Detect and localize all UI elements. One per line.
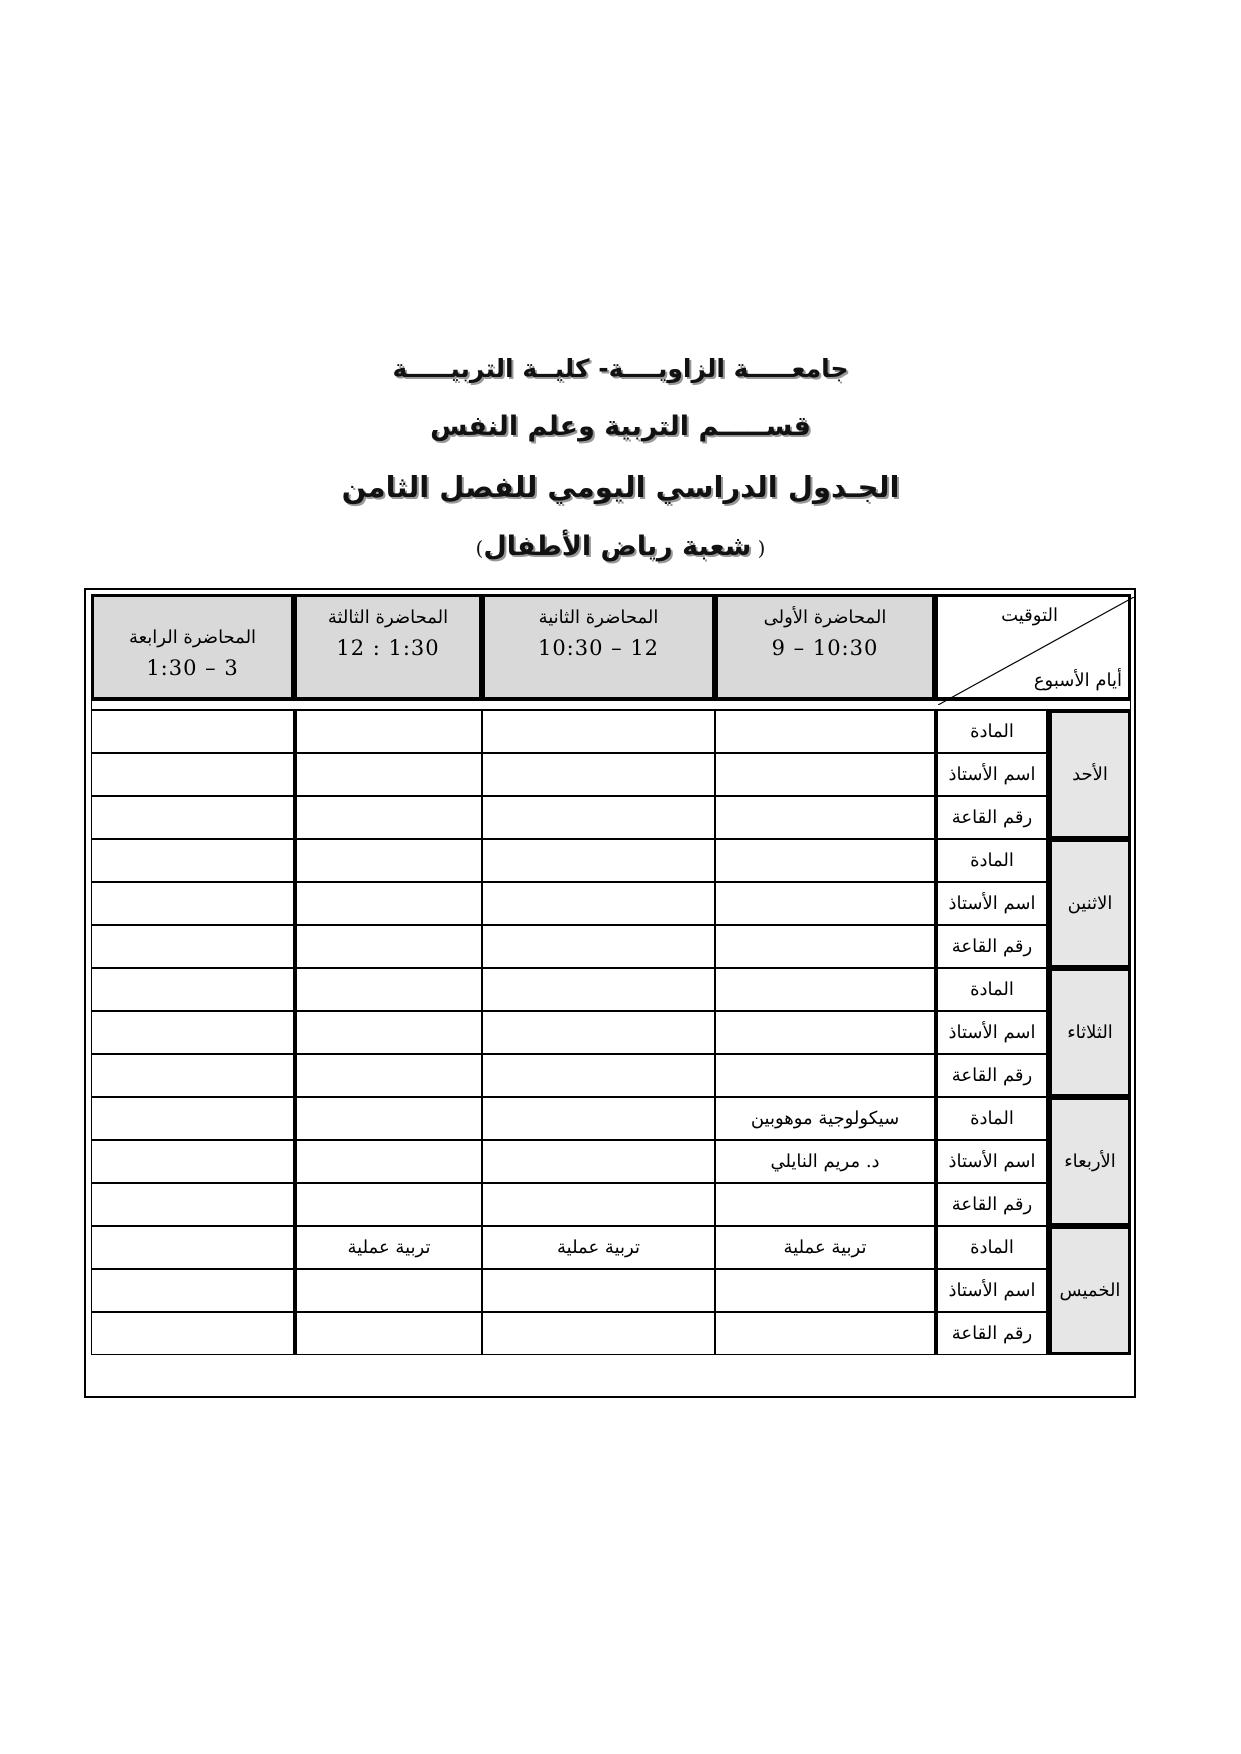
schedule-cell <box>91 1054 294 1097</box>
schedule-cell <box>482 1183 715 1226</box>
table-row <box>91 1312 1131 1355</box>
lecture-time: 10:30 – 12 <box>537 636 660 660</box>
schedule-cell <box>294 1269 482 1312</box>
schedule-cell: د. مريم النايلي <box>715 1140 935 1183</box>
schedule-cell <box>294 710 482 753</box>
table-row <box>91 968 1131 1011</box>
schedule-cell <box>91 1140 294 1183</box>
schedule-cell <box>91 1011 294 1054</box>
schedule-cell <box>482 968 715 1011</box>
schedule-table <box>91 594 1131 1355</box>
schedule-cell <box>294 1054 482 1097</box>
schedule-cell <box>91 710 294 753</box>
schedule-cell <box>482 1140 715 1183</box>
day-name-cell: الاثنين <box>1049 839 1131 968</box>
lecture-time: 1:30 – 3 <box>146 656 239 680</box>
row-label-cell: رقم القاعة <box>935 925 1049 968</box>
row-label-cell: اسم الأستاذ <box>935 753 1049 796</box>
row-label-cell: المادة <box>935 1097 1049 1140</box>
row-label-cell: اسم الأستاذ <box>935 882 1049 925</box>
lecture-label: المحاضرة الرابعة <box>128 627 257 648</box>
schedule-cell <box>715 882 935 925</box>
schedule-cell: تربية عملية <box>715 1226 935 1269</box>
schedule-cell <box>482 1312 715 1355</box>
table-row <box>91 1226 1131 1269</box>
lecture-label: المحاضرة الثانية <box>538 607 659 628</box>
lecture-header-4 <box>91 594 294 700</box>
row-label-cell: اسم الأستاذ <box>935 1011 1049 1054</box>
schedule-cell <box>715 710 935 753</box>
schedule-cell <box>294 1140 482 1183</box>
schedule-cell <box>482 1097 715 1140</box>
schedule-cell <box>294 1097 482 1140</box>
row-label-cell: اسم الأستاذ <box>935 1140 1049 1183</box>
schedule-cell: تربية عملية <box>294 1226 482 1269</box>
schedule-cell <box>91 1183 294 1226</box>
schedule-cell <box>715 1054 935 1097</box>
schedule-cell <box>715 1011 935 1054</box>
schedule-cell: سيكولوجية موهوبين <box>715 1097 935 1140</box>
header-row <box>91 594 1131 700</box>
schedule-cell <box>294 925 482 968</box>
lecture-header-3 <box>294 594 482 700</box>
schedule-cell <box>91 839 294 882</box>
schedule-cell <box>91 1269 294 1312</box>
schedule-cell <box>294 1183 482 1226</box>
schedule-cell <box>91 796 294 839</box>
schedule-cell <box>91 968 294 1011</box>
schedule-cell <box>294 796 482 839</box>
schedule-cell <box>294 1011 482 1054</box>
schedule-cell <box>91 1097 294 1140</box>
table-row <box>91 796 1131 839</box>
schedule-cell <box>294 753 482 796</box>
timing-label: التوقيت <box>1001 605 1058 626</box>
row-label-cell: رقم القاعة <box>935 1054 1049 1097</box>
university-title: جامعـــــة الزاويــــة- كليــة التربيـــــة <box>392 354 849 383</box>
schedule-cell <box>91 1226 294 1269</box>
table-row <box>91 1011 1131 1054</box>
lecture-time: 9 – 10:30 <box>771 636 879 660</box>
table-row <box>91 925 1131 968</box>
table-row <box>91 1054 1131 1097</box>
weekdays-label: أيام الأسبوع <box>1033 670 1122 691</box>
schedule-cell <box>715 796 935 839</box>
schedule-cell <box>482 925 715 968</box>
schedule-cell <box>294 968 482 1011</box>
department-title: قســـــم التربية وعلم النفس <box>430 411 811 442</box>
schedule-cell <box>715 1269 935 1312</box>
schedule-cell <box>482 753 715 796</box>
schedule-cell <box>294 1312 482 1355</box>
schedule-cell <box>715 839 935 882</box>
table-row <box>91 710 1131 753</box>
header-corner-cell <box>935 594 1131 700</box>
schedule-cell <box>482 839 715 882</box>
day-name-cell: الخميس <box>1049 1226 1131 1355</box>
schedule-cell <box>91 882 294 925</box>
lecture-header-2 <box>482 594 715 700</box>
schedule-cell <box>715 968 935 1011</box>
table-row <box>91 882 1131 925</box>
table-row <box>91 1183 1131 1226</box>
schedule-cell <box>482 1269 715 1312</box>
schedule-cell <box>482 1054 715 1097</box>
row-label-cell: رقم القاعة <box>935 796 1049 839</box>
row-label-cell: المادة <box>935 968 1049 1011</box>
section-paren-open: ( <box>751 536 766 560</box>
table-row <box>91 1097 1131 1140</box>
document-titles <box>0 340 1241 576</box>
row-label-cell: رقم القاعة <box>935 1312 1049 1355</box>
table-row <box>91 753 1131 796</box>
schedule-cell <box>482 882 715 925</box>
lecture-label: المحاضرة الثالثة <box>327 607 449 628</box>
section-paren-close: ) <box>475 536 484 560</box>
row-label-cell: المادة <box>935 839 1049 882</box>
section-name: شعبة رياض الأطفال <box>483 531 752 562</box>
schedule-cell: تربية عملية <box>482 1226 715 1269</box>
day-name-cell: الأربعاء <box>1049 1097 1131 1226</box>
lecture-time: 12 : 1:30 <box>336 636 440 660</box>
schedule-cell <box>294 839 482 882</box>
row-label-cell: المادة <box>935 1226 1049 1269</box>
schedule-cell <box>91 1312 294 1355</box>
schedule-cell <box>715 1312 935 1355</box>
schedule-cell <box>715 925 935 968</box>
schedule-cell <box>91 753 294 796</box>
schedule-cell <box>715 1183 935 1226</box>
day-name-cell: الثلاثاء <box>1049 968 1131 1097</box>
schedule-cell <box>482 796 715 839</box>
lecture-header-1 <box>715 594 935 700</box>
schedule-cell <box>91 925 294 968</box>
schedule-cell <box>715 753 935 796</box>
schedule-cell <box>482 1011 715 1054</box>
schedule-cell <box>482 710 715 753</box>
lecture-label: المحاضرة الأولى <box>763 607 887 628</box>
day-name-cell: الأحد <box>1049 710 1131 839</box>
section-title <box>0 518 1241 576</box>
table-row <box>91 1269 1131 1312</box>
schedule-title: الجـدول الدراسي اليومي للفصل الثامن <box>341 470 900 504</box>
schedule-cell <box>294 882 482 925</box>
row-label-cell: رقم القاعة <box>935 1183 1049 1226</box>
table-row <box>91 839 1131 882</box>
row-label-cell: اسم الأستاذ <box>935 1269 1049 1312</box>
table-row <box>91 1140 1131 1183</box>
row-label-cell: المادة <box>935 710 1049 753</box>
